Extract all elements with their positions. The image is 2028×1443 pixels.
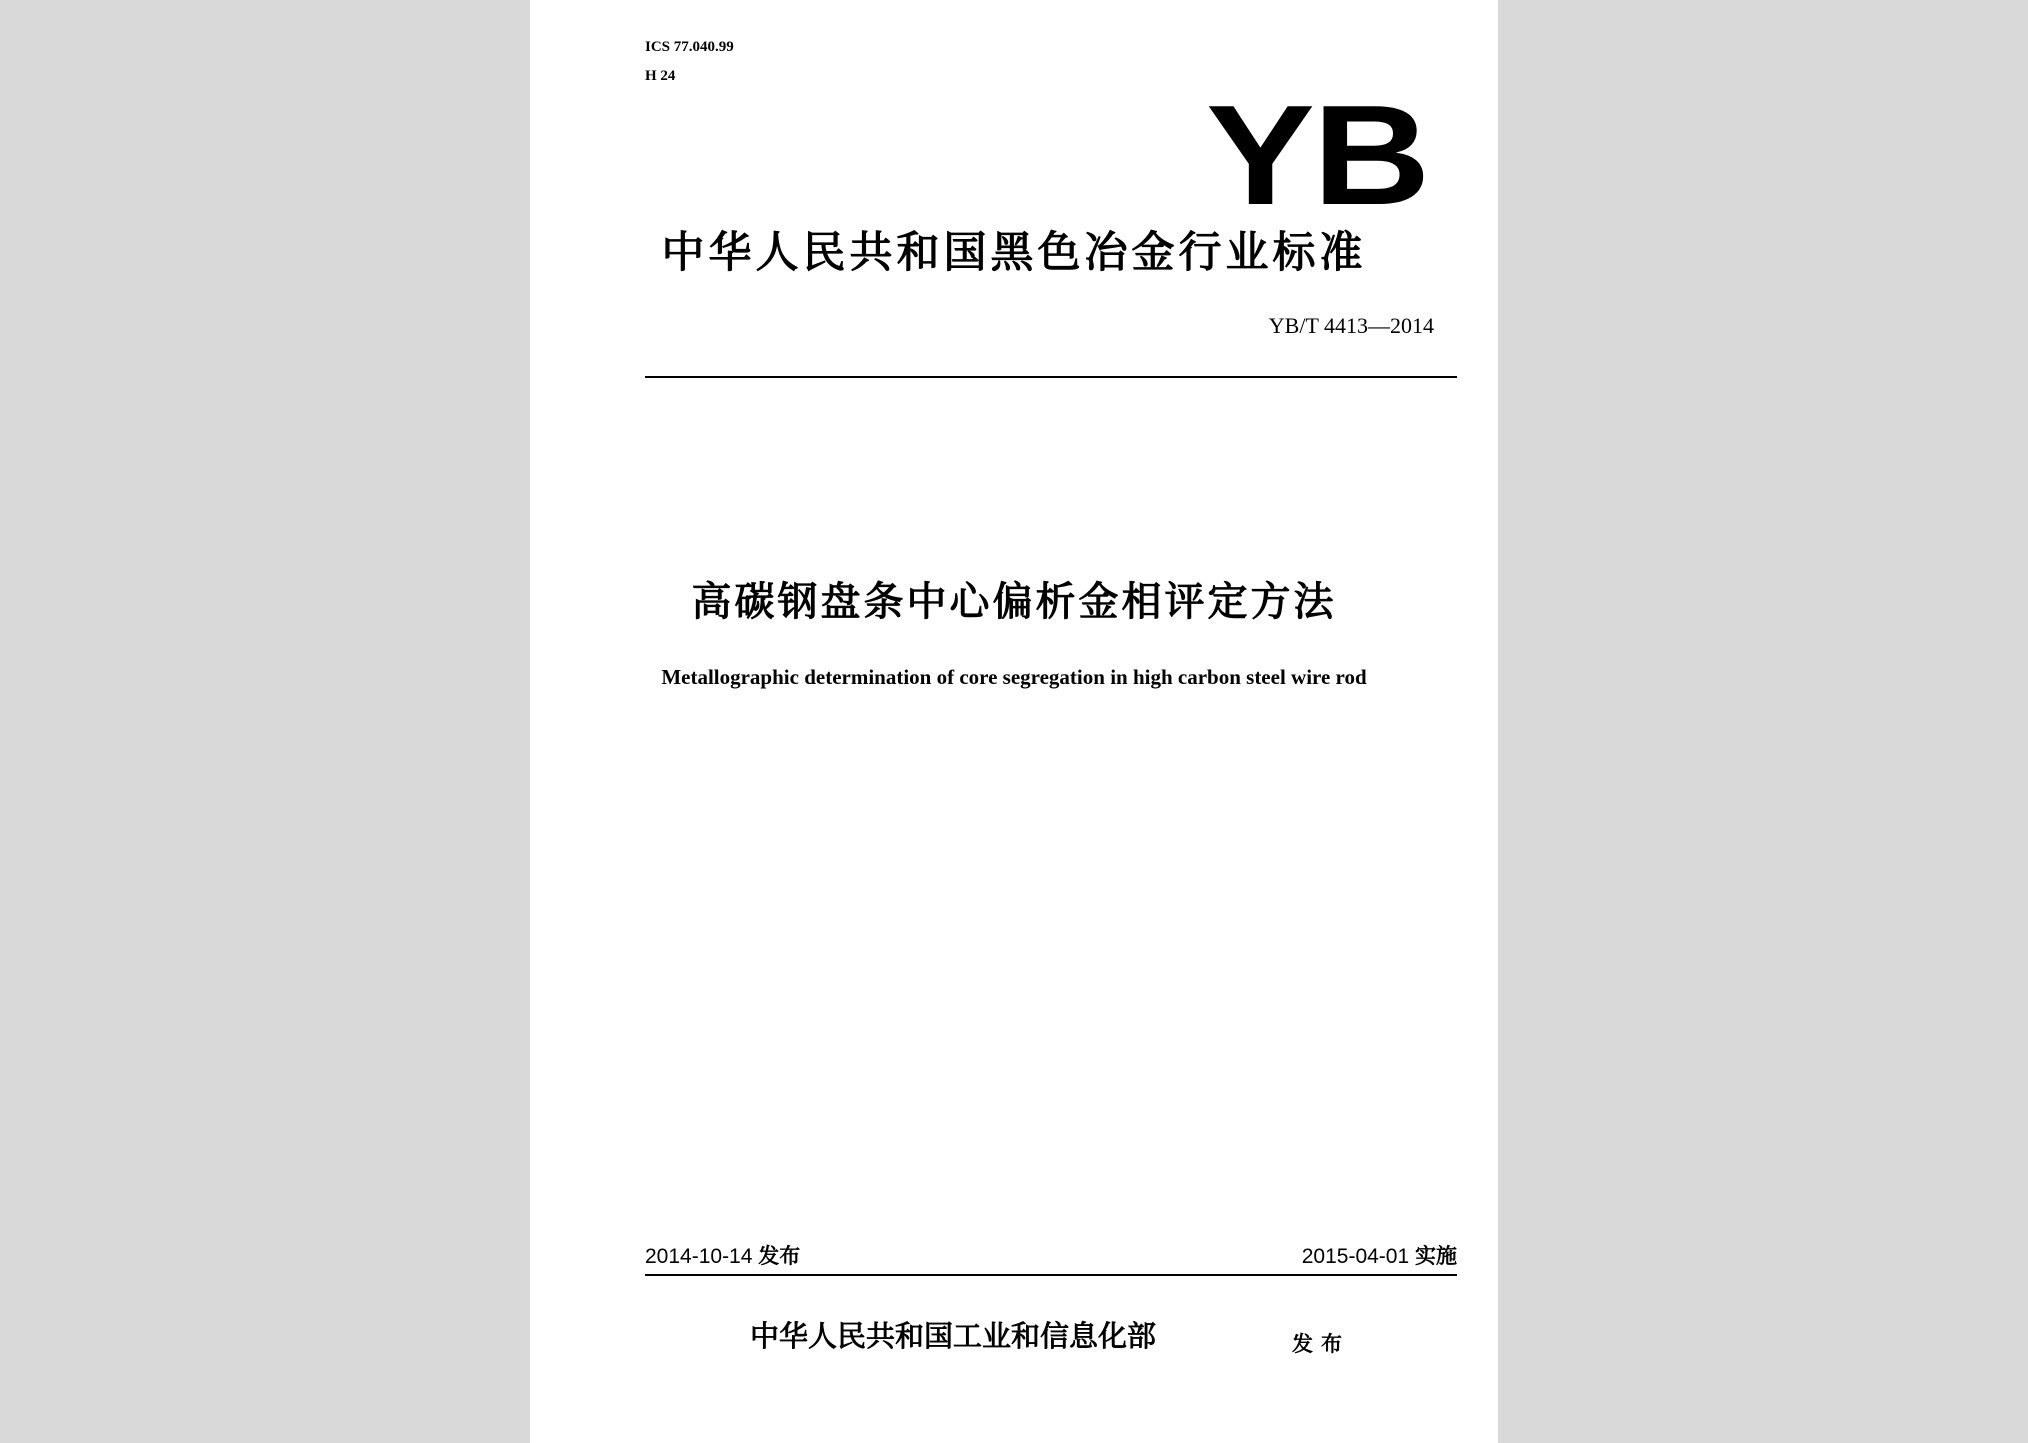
implementation-date-suffix: 实施 — [1415, 1244, 1457, 1268]
implementation-date — [1302, 1246, 1457, 1267]
ics-code: ICS 77.040.99 — [645, 39, 734, 55]
bottom-divider — [645, 1274, 1457, 1276]
yb-logo: YB — [1205, 76, 1428, 235]
standard-category-title: 中华人民共和国黑色冶金行业标准 — [661, 228, 1367, 278]
document-title-english: Metallographic determination of core segregation in high carbon steel wire rod — [661, 665, 1367, 689]
issuing-authority: 中华人民共和国工业和信息化部 — [750, 1319, 1157, 1353]
issue-date-suffix: 发布 — [758, 1244, 801, 1268]
implementation-date-value: 2015-04-01 — [1301, 1245, 1410, 1268]
issue-date — [645, 1246, 800, 1267]
ccs-code: H 24 — [645, 68, 676, 84]
top-divider — [645, 376, 1457, 378]
issue-date-value: 2014-10-14 — [645, 1245, 753, 1268]
issuing-authority-suffix: 发布 — [1292, 1332, 1350, 1356]
standard-code: YB/T 4413—2014 — [1268, 313, 1434, 338]
document-title-chinese: 高碳钢盘条中心偏析金相评定方法 — [691, 579, 1337, 625]
document-page — [530, 0, 1498, 1443]
